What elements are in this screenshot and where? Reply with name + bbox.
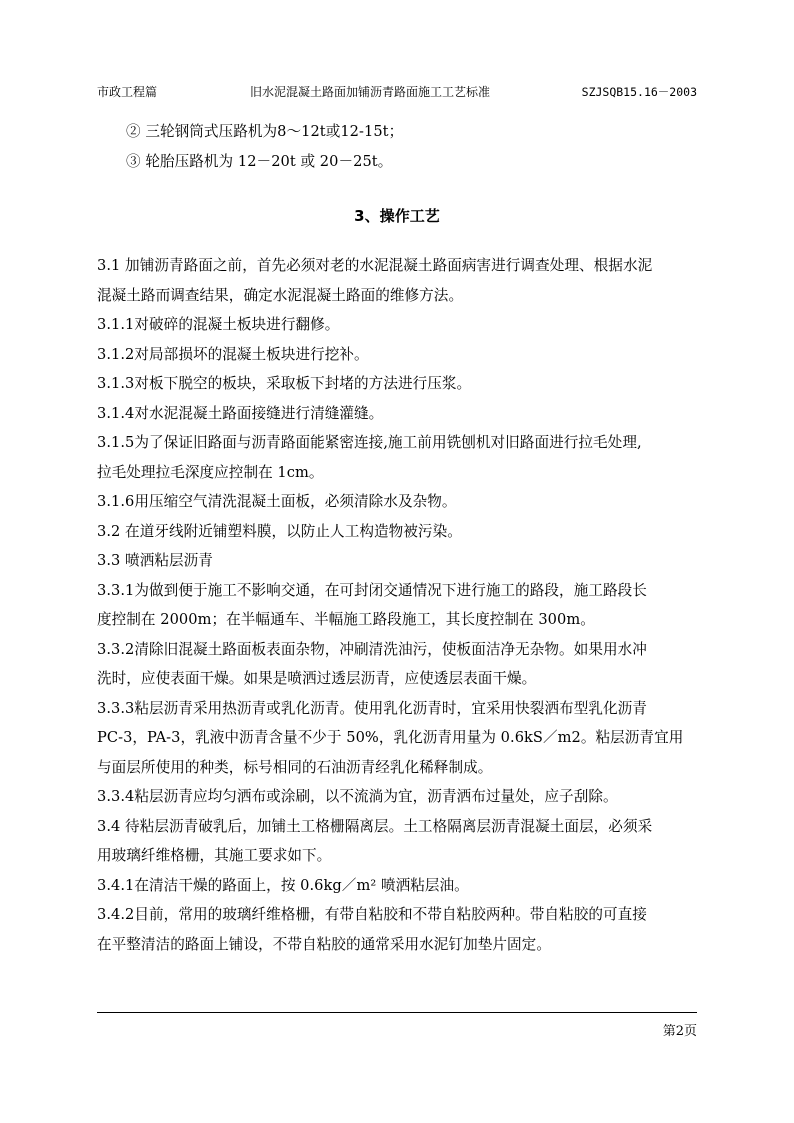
list-item: ③ 轮胎压路机为 12－20t 或 20－25t。	[126, 152, 393, 170]
document-body	[97, 117, 697, 959]
paragraph-line: 3.4.1在清洁干燥的路面上，按 0.6kg／m² 喷洒粘层油。	[97, 876, 469, 894]
header-category: 市政工程篇	[97, 85, 158, 99]
list-item: ② 三轮钢筒式压路机为8～12t或12-15t；	[126, 123, 404, 140]
page-header	[97, 82, 697, 102]
page-number: 第2页	[662, 1024, 697, 1039]
paragraph-line: 与面层所使用的种类，标号相同的石油沥青经乳化稀释制成。	[97, 758, 493, 776]
paragraph-line: 混凝土路而调查结果，确定水泥混凝土路面的维修方法。	[97, 286, 464, 304]
header-document-title: 旧水泥混凝土路面加铺沥青路面施工工艺标准	[250, 85, 491, 99]
paragraph-line: 3.3.2清除旧混凝土路面板表面杂物，冲刷清洗油污，使板面洁净无杂物。如果用水冲	[97, 640, 647, 658]
paragraph-line: 3.3.3粘层沥青采用热沥青或乳化沥青。使用乳化沥青时，宜采用快裂洒布型乳化沥青	[97, 699, 647, 717]
paragraph-line: PC-3，PA-3，乳液中沥青含量不少于 50%，乳化沥青用量为 0.6kS／m2。粘层沥青宜用	[97, 729, 684, 746]
header-standard-code: SZJSQB15.16－2003	[581, 85, 697, 99]
subsection-heading: 3.3 喷洒粘层沥青	[97, 552, 213, 569]
footer-rule	[97, 1012, 697, 1013]
paragraph-line: 3.4.2目前，常用的玻璃纤维格栅，有带自粘胶和不带自粘胶两种。带自粘胶的可直接	[97, 906, 647, 923]
paragraph-line: 度控制在 2000m；在半幅通车、半幅施工路段施工，其长度控制在 300m。	[97, 611, 595, 628]
paragraph-line: 3.1.5为了保证旧路面与沥青路面能紧密连接,施工前用铣刨机对旧路面进行拉毛处理,	[97, 434, 642, 451]
paragraph-line: 3.1.6用压缩空气清洗混凝土面板，必须清除水及杂物。	[97, 493, 457, 510]
paragraph-line: 用玻璃纤维格栅，其施工要求如下。	[97, 847, 332, 864]
paragraph-line: 3.2 在道牙线附近铺塑料膜，以防止人工构造物被污染。	[97, 522, 462, 540]
paragraph-line: 3.1.3对板下脱空的板块，采取板下封堵的方法进行压浆。	[97, 375, 472, 392]
paragraph-line: 3.1 加铺沥青路面之前，首先必须对老的水泥混凝土路面病害进行调查处理、根据水泥	[97, 257, 653, 274]
paragraph-line: 在平整清洁的路面上铺设，不带自粘胶的通常采用水泥钉加垫片固定。	[97, 935, 551, 953]
paragraph-line: 3.1.2对局部损坏的混凝土板块进行挖补。	[97, 345, 369, 363]
paragraph-line: 3.1.1对破碎的混凝土板块进行翻修。	[97, 316, 340, 333]
paragraph-line: 3.4 待粘层沥青破乳后，加铺土工格栅隔离层。土工格隔离层沥青混凝土面层，必须采	[97, 817, 653, 835]
paragraph-line: 拉毛处理拉毛深度应控制在 1cm。	[97, 463, 324, 481]
section-title: 3、操作工艺	[354, 207, 440, 225]
paragraph-line: 洗时，应使表面干燥。如果是喷洒过透层沥青，应使透层表面干燥。	[97, 670, 537, 687]
paragraph-line: 3.1.4对水泥混凝土路面接缝进行清缝灌缝。	[97, 404, 384, 422]
paragraph-line: 3.3.1为做到便于施工不影响交通，在可封闭交通情况下进行施工的路段，施工路段长	[97, 581, 647, 599]
paragraph-line: 3.3.4粘层沥青应均匀洒布或涂刷，以不流淌为宜，沥青洒布过量处，应子刮除。	[97, 788, 618, 805]
